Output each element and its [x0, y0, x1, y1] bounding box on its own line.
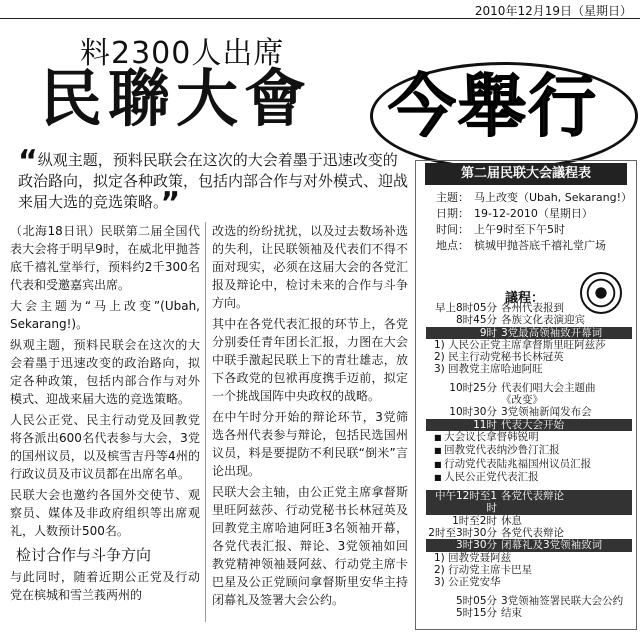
agenda-desc: 各族文化表演迎宾 — [501, 314, 585, 327]
agenda-subitem: 1) 人民公正党主席拿督斯里旺阿兹莎 — [434, 338, 606, 351]
agenda-item — [426, 607, 632, 619]
lead-paragraph — [18, 144, 409, 221]
agenda-list — [426, 302, 632, 619]
top-rule — [0, 18, 640, 19]
agenda-desc: 3党领袖签署民联大会公约 — [501, 594, 624, 607]
paragraph: （北海18日讯）民联第二届全国代表大会将于明早9时，在威北甲抛荅底千禧礼堂举行，预料约2千300名代表和受邀嘉宾出席。 — [10, 224, 200, 292]
agenda-desc: 结束 — [501, 606, 522, 619]
agenda-item — [426, 419, 632, 431]
open-quote-icon: “ — [18, 144, 38, 179]
agenda-time: 8时45分 — [455, 314, 497, 327]
agenda-time: 1时至2时 — [452, 514, 497, 527]
paragraph: 纵观主题，预料民联会在这次的大会着墨于迅速改变的政治路向，拟定各种政策，包括内部合作与对外模式、迎战来届大选的竞选策略。 — [10, 338, 200, 406]
agenda-bullet: ■ 回教党代表纳沙鲁汀汇报 — [426, 444, 632, 457]
agenda-time — [426, 394, 501, 406]
issue-date: 2010年12月19日（星期日） — [474, 4, 632, 18]
article-column-1 — [10, 222, 200, 607]
article-column-2 — [212, 222, 408, 612]
agenda-desc: 3党领袖新闻发布会 — [501, 406, 592, 419]
agenda-time: 早上8时05分 — [434, 302, 497, 314]
agenda-desc: 3党最高领袖致开幕词 — [501, 326, 603, 339]
agenda-time: 3时30分 — [455, 539, 497, 552]
agenda-item — [426, 595, 632, 607]
agenda-item — [426, 394, 632, 406]
agenda-desc: 代表大会开始 — [501, 418, 564, 431]
agenda-subitem: 3) 公正党安华 — [434, 576, 501, 589]
agenda-bullet: ■ 人民公正党代表汇报 — [426, 471, 632, 484]
agenda-bullet: ■ 大会议长拿督韩锐明 — [426, 431, 632, 444]
agenda-subitem: 1) 回教党聂阿兹 — [434, 551, 512, 564]
agenda-time: 中午12时至1时 — [434, 490, 497, 515]
agenda-item — [426, 327, 632, 339]
column-divider — [205, 222, 206, 622]
agenda-time: 5时15分 — [455, 606, 497, 619]
info-row: 时间： 上午9时至下午5时 — [436, 223, 565, 236]
sidebar-title: 第二届民联大会議程表 — [425, 163, 627, 185]
agenda-item — [426, 539, 632, 551]
event-info — [436, 190, 632, 254]
paragraph: 其中在各党代表汇报的环节上，各党分别委任青年团长汇报，力图在大会中联手激起民联上下的青壮雄志，放下各政党的包袱再度携手迈前，拟定一个挑战国阵中央政权的战略。 — [212, 317, 408, 403]
agenda-time: 11时 — [473, 418, 497, 431]
agenda-desc: 各党代表辩论 — [501, 490, 564, 503]
agenda-time: 10时25分 — [449, 381, 497, 394]
agenda-bullet: ■ 行动党代表陆兆福国州议员汇报 — [426, 458, 632, 471]
agenda-time: 2时至3时30分 — [428, 527, 497, 540]
paragraph: 在中午时分开始的辩论环节，3党筛选各州代表参与辩论，包括民选国州议员，料是要提防不利民联“倒米”言论出现。 — [212, 410, 408, 478]
paragraph: 与此同时，随着近期公正党及行动党在槟城和雪兰莪两州的 — [10, 570, 200, 602]
headline: 民聯大會 — [40, 62, 313, 135]
agenda-item — [426, 527, 632, 539]
close-quote-icon: ” — [160, 186, 181, 221]
section-heading: 检讨合作与斗争方向 — [16, 546, 152, 564]
agenda-time: 10时30分 — [449, 406, 497, 419]
agenda-desc: 各党代表辩论 — [501, 527, 564, 540]
agenda-item — [426, 515, 632, 527]
agenda-desc: 《改变》 — [501, 394, 543, 407]
paragraph: 民联大会也邀约各国外交使节、观察员、媒体及非政府组织等出席观礼，人数预计500名。 — [10, 488, 200, 538]
agenda-subitem: 2) 行动党主席卡巴星 — [434, 563, 533, 576]
paragraph: 大会主题为“马上改变”(Ubah, Sekarang!)。 — [10, 299, 200, 331]
paragraph: 人民公正党、民主行动党及回教党将各派出600名代表参与大会，3党的国州议员，以及槟雪吉丹等4州的行政议员及市议员都在出席名单。 — [10, 413, 200, 481]
agenda-desc: 闭幕礼及3党领袖致词 — [501, 539, 603, 552]
agenda-item — [426, 406, 632, 418]
info-row: 主题： 马上改变（Ubah, Sekarang!） — [436, 191, 633, 204]
agenda-time: 9时 — [479, 326, 497, 339]
agenda-title: 議程： — [505, 291, 545, 306]
info-row: 日期： 19-12-2010（星期日） — [436, 207, 593, 220]
headline-oval-text: 今舉行 — [388, 68, 599, 147]
agenda-subitem: 3) 回教党主席哈迪阿旺 — [434, 363, 543, 376]
paragraph: 民联大会主轴，由公正党主席拿督斯里旺阿兹莎、行动党秘书长林冠英及回教党主席哈迪阿旺3名领袖开幕，各党代表汇报、辩论、3党领袖如回教党精神领袖聂阿兹、行动党主席卡巴星及公正党顾问拿督斯里安华主持闭幕礼及签署大会公约。 — [212, 485, 408, 607]
info-row: 地点： 槟城甲抛荅底千禧礼堂广场 — [436, 239, 606, 252]
agenda-desc: 各州代表报到 — [501, 302, 564, 314]
agenda-desc: 代表们唱大会主题曲 — [501, 381, 596, 394]
agenda-item — [426, 302, 632, 314]
subheadline: 料2300人出席 — [80, 36, 285, 71]
agenda-item — [426, 382, 632, 394]
agenda-desc: 休息 — [501, 514, 522, 527]
agenda-item — [426, 490, 632, 515]
agenda-time: 5时05分 — [455, 594, 497, 607]
agenda-item — [426, 314, 632, 326]
paragraph: 改选的纷纷扰扰，以及过去数场补选的失利，让民联领袖及代表们不得不面对现实，必须在这届大会的各党汇报及辩论中，检讨未来的合作与斗争方向。 — [212, 224, 408, 310]
lead-text: 纵观主题，预料民联会在这次的大会着墨于迅速改变的政治路向，拟定各种政策，包括内部合作与对外模式、迎战来届大选的竞选策略。 — [18, 151, 409, 211]
agenda-subitem: 2) 民主行动党秘书长林冠英 — [434, 351, 564, 364]
